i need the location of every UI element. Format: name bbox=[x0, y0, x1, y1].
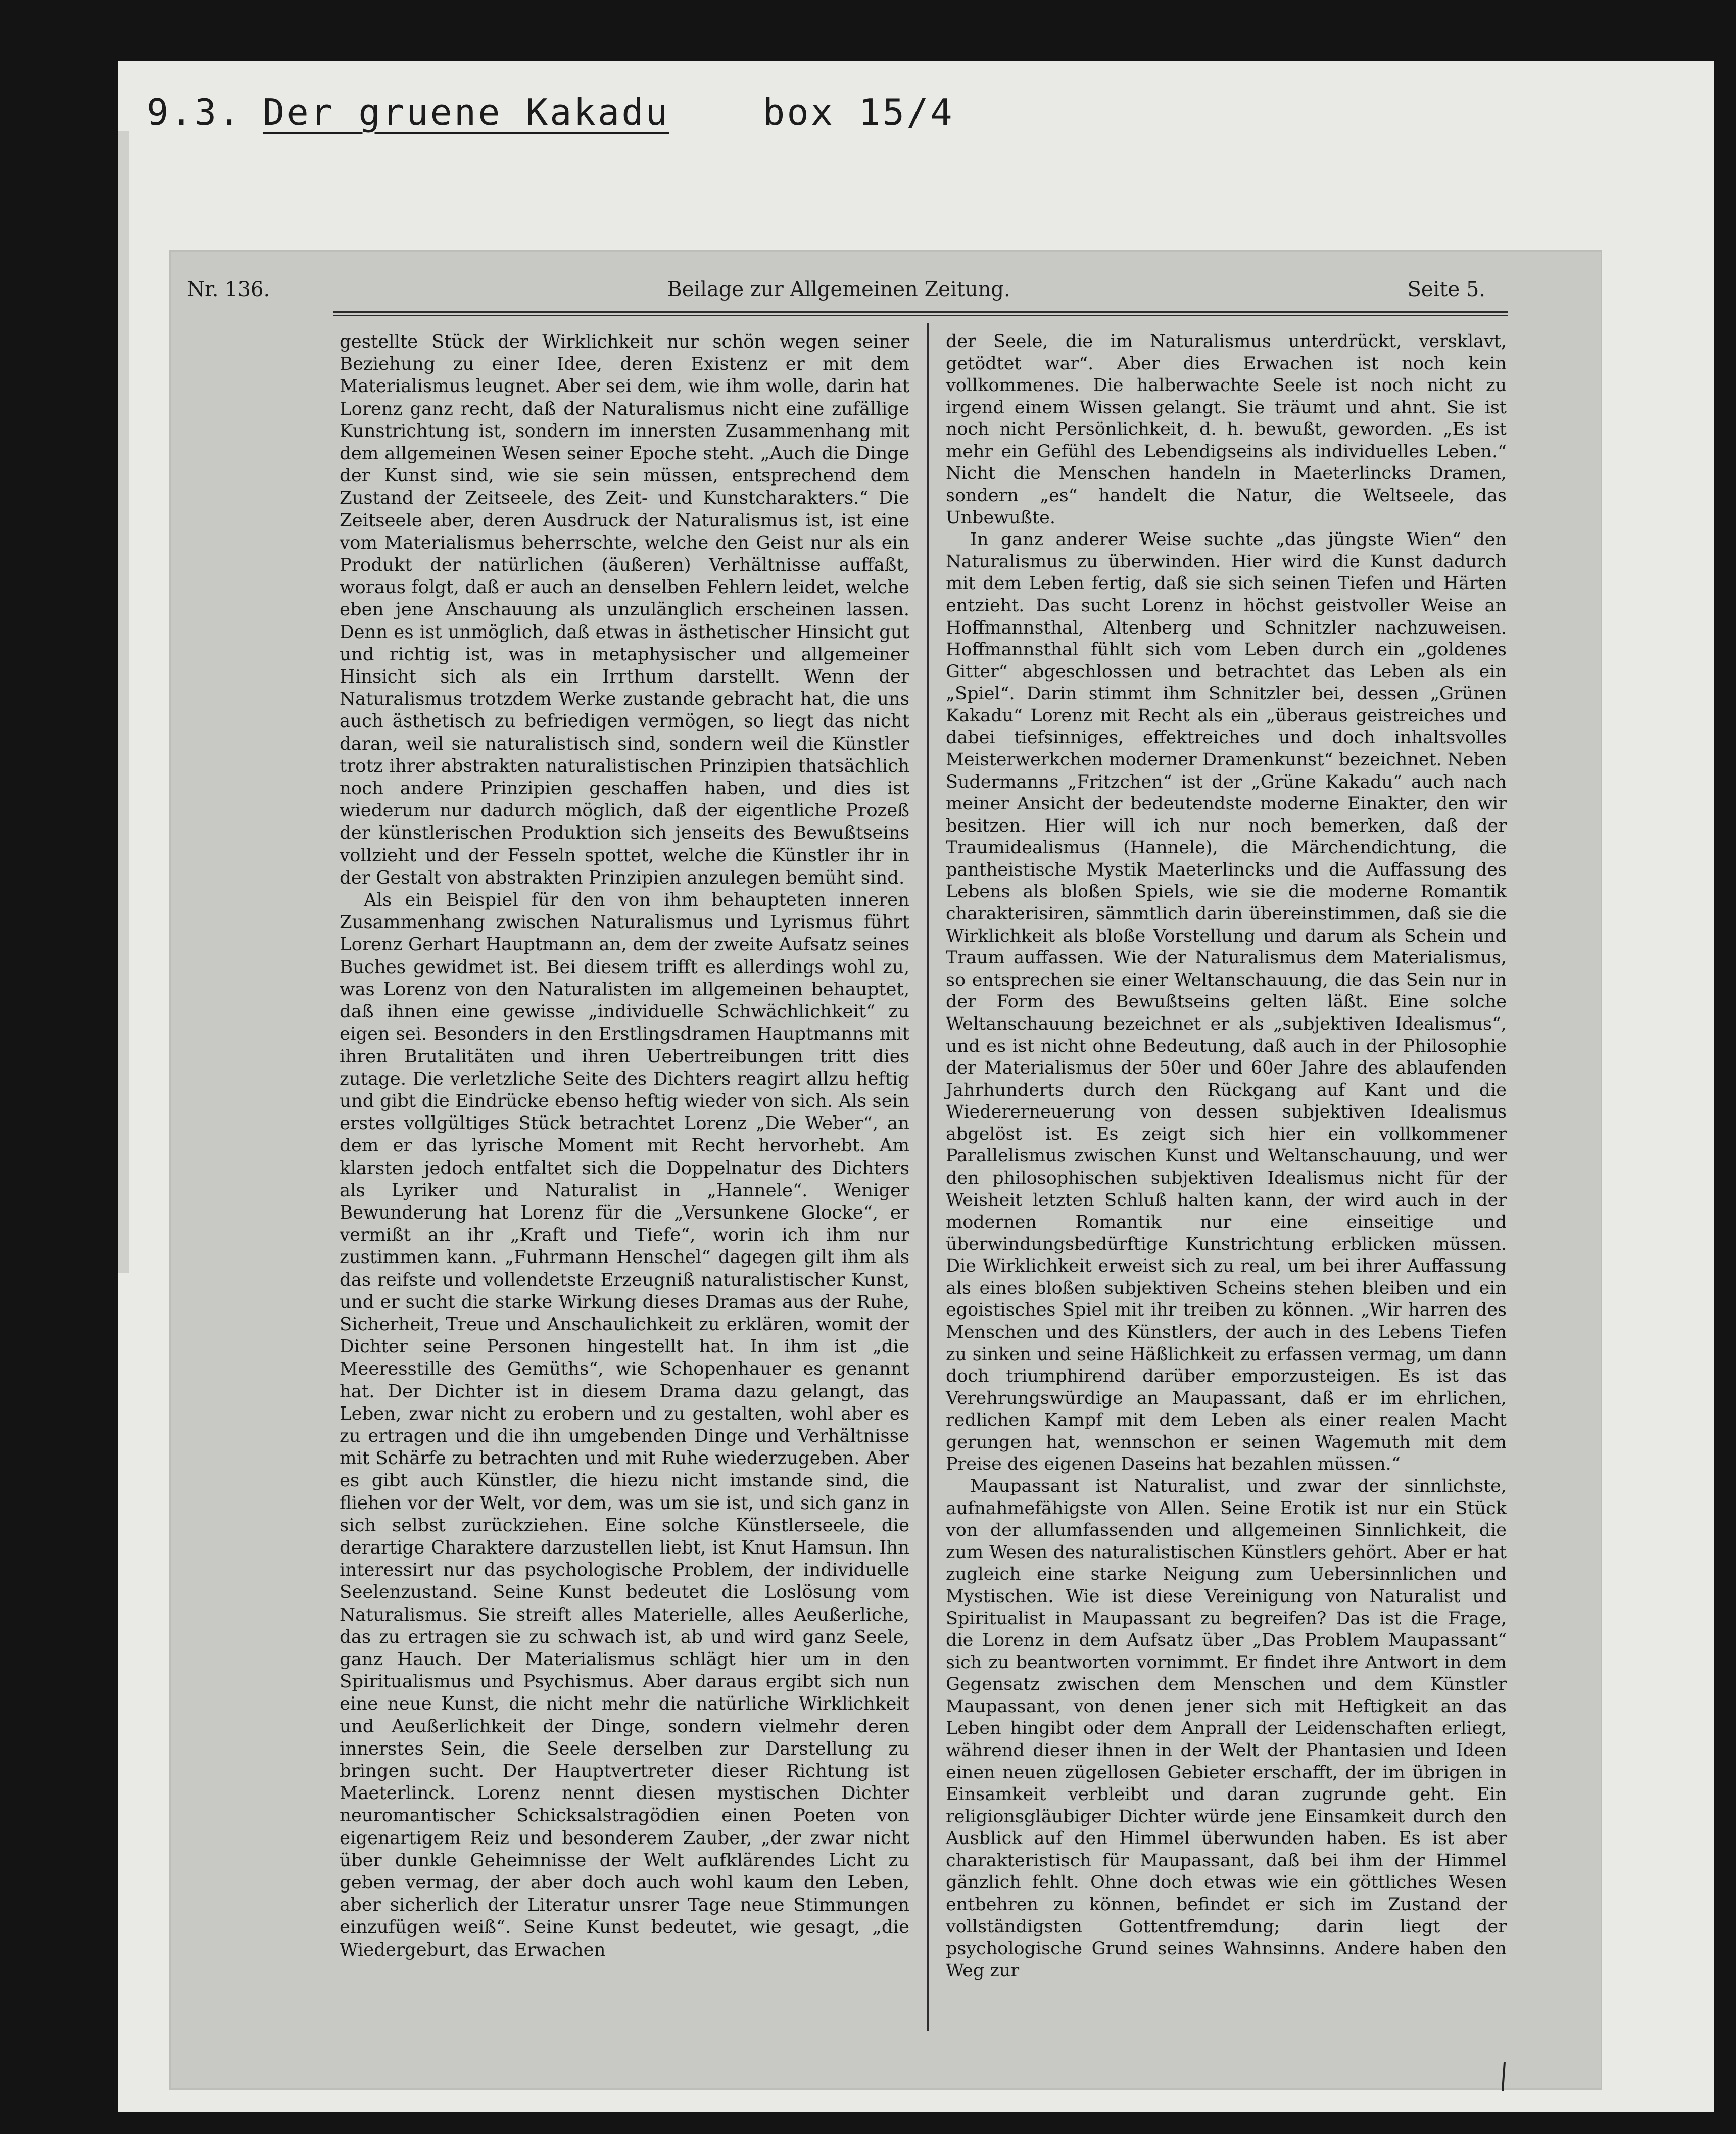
archive-label-title: Der gruene Kakadu bbox=[263, 91, 669, 133]
header-rule bbox=[333, 311, 1508, 313]
paragraph: gestellte Stück der Wirklichkeit nur schön wegen seiner Beziehung zu einer Idee, deren Existenz er mit dem Materialismus leugnet. Aber sei dem, wie ihm wolle, darin hat Lorenz ganz recht, daß der Naturalismus nicht eine zufällige Kunstrichtung ist, sondern im innersten Zusammenhang mit dem allgemeinen Wesen seiner Epoche steht. „Auch die Dinge der Kunst sind, wie sie sein müssen, entsprechend dem Zustand der Zeitseele, des Zeit- und Kunstcharakters.“ Die Zeitseele aber, deren Ausdruck der Naturalismus ist, ist eine vom Materialismus beherrschte, welche den Geist nur als ein Produkt der natürlichen (äußeren) Verhältnisse auffaßt, woraus folgt, daß er auch an denselben Fehlern leidet, welche eben jene Anschauung als unzulänglich erscheinen lassen. Denn es ist unmöglich, daß etwas in ästhetischer Hinsicht gut und richtig ist, was in metaphysischer und allgemeiner Hinsicht sich als ein Irrthum darstellt. Wenn der Naturalismus trotzdem Werke zustande gebracht hat, die uns auch ästhetisch zu befriedigen vermögen, so liegt das nicht daran, weil sie naturalistisch sind, sondern weil die Künstler trotz ihrer abstrakten naturalistischen Prinzipien thatsächlich noch andere Prinzipien geschaffen haben, und dies ist wiederum nur dadurch möglich, daß der eigentliche Prozeß der künstlerischen Produktion sich jenseits des Bewußtseins vollzieht und der Fesseln spottet, welche die Künstler ihr in der Gestalt von abstrakten Prinzipien anzulegen bemüht sind. bbox=[340, 331, 909, 888]
page-number: Seite 5. bbox=[1407, 278, 1485, 301]
archive-label bbox=[147, 91, 1026, 162]
article-column-left bbox=[340, 331, 909, 1961]
paragraph: Maupassant ist Naturalist, und zwar der sinnlichste, aufnahmefähigste von Allen. Seine Erotik ist nur ein Stück von der allumfassenden und allgemeinen Sinnlichkeit, die zum Wesen des naturalistischen Künstlers gehört. Aber er hat zugleich eine starke Neigung zum Uebersinnlichen und Mystischen. Wie ist diese Vereinigung von Naturalist und Spiritualist in Maupassant zu begreifen? Das ist die Frage, die Lorenz in dem Aufsatz über „Das Problem Maupassant“ sich zu beantworten vornimmt. Er findet ihre Antwort in dem Gegensatz zwischen dem Menschen und dem Künstler Maupassant, von denen jener sich mit Heftigkeit an das Leben hingibt oder dem Anprall der Leidenschaften erliegt, während dieser ihnen in der Welt der Phantasien und Ideen einen neuen zügellosen Gebieter erschafft, der im übrigen in Einsamkeit verbleibt und daran zugrunde geht. Ein religionsgläubiger Dichter würde jene Einsamkeit durch den Ausblick auf den Himmel überwunden haben. Es ist aber charakteristisch für Maupassant, daß bei ihm der Himmel gänzlich fehlt. Ohne doch etwas wie ein göttliches Wesen entbehren zu können, befindet er sich im Zustand der vollständigsten Gottentfremdung; darin liegt der psychologische Grund seines Wahnsinns. Andere haben den Weg zur bbox=[946, 1476, 1507, 1981]
header-rule-thin bbox=[333, 315, 1508, 316]
paragraph: In ganz anderer Weise suchte „das jüngste Wien“ den Naturalismus zu überwinden. Hier wird die Kunst dadurch mit dem Leben fertig, daß sie sich seinen Tiefen und Härten entzieht. Das sucht Lorenz in höchst geistvoller Weise an Hoffmannsthal, Altenberg und Schnitzler nachzuweisen. Hoffmannsthal fühlt sich vom Leben durch ein „goldenes Gitter“ abgeschlossen und betrachtet das Leben als ein „Spiel“. Darin stimmt ihm Schnitzler bei, dessen „Grünen Kakadu“ Lorenz mit Recht als ein „überaus geistreiches und dabei tiefsinniges, effektreiches und doch inhaltsvolles Meisterwerkchen moderner Dramenkunst“ bezeichnet. Neben Sudermanns „Fritzchen“ ist der „Grüne Kakadu“ auch nach meiner Ansicht der bedeutendste moderne Einakter, den wir besitzen. Hier will ich nur noch bemerken, daß der Traumidealismus (Hannele), die Märchendichtung, die pantheistische Mystik Maeterlincks und die Auffassung des Lebens als bloßen Spiels, wie sie die moderne Romantik charakterisiren, sämmtlich darin übereinstimmen, daß sie die Wirklichkeit als bloße Vorstellung und darum als Schein und Traum auffassen. Wie der Naturalismus dem Materialismus, so entsprechen sie einer Weltanschauung, die das Sein nur in der Form des Bewußtseins gelten läßt. Eine solche Weltanschauung bezeichnet er als „subjektiven Idealismus“, und es ist nicht ohne Bedeutung, daß auch in der Philosophie der Materialismus der 50er und 60er Jahre des ablaufenden Jahrhunderts durch den Rückgang auf Kant und die Wiedererneuerung von dessen subjektiven Idealismus abgelöst ist. Es zeigt sich hier ein vollkommener Parallelismus zwischen Kunst und Weltanschauung, und wer den philosophischen subjektiven Idealismus nicht für der Weisheit letzten Schluß halten kann, der wird auch in der modernen Romantik nur eine einseitige und überwindungsbedürftige Kunstrichtung erblicken müssen. Die Wirklichkeit erweist sich zu real, um bei ihrer Auffassung als eines bloßen subjektiven Scheins stehen bleiben und ein egoistisches Spiel mit ihr treiben zu können. „Wir harren des Menschen und des Künstlers, der auch in des Lebens Tiefen zu sinken und seine Häßlichkeit zu erfassen vermag, um dann doch triumphirend darüber emporzusteigen. Es ist das Verehrungswürdige an Maupassant, daß er im ehrlichen, redlichen Kampf mit dem Leben als einer realen Macht gerungen hat, wennschon er seinen Wagemuth mit dem Preise des eigenen Daseins hat bezahlen müssen.“ bbox=[946, 529, 1507, 1475]
pencil-mark bbox=[1500, 2061, 1508, 2092]
archive-label-box: box 15/4 bbox=[763, 91, 954, 133]
issue-number: Nr. 136. bbox=[187, 278, 270, 301]
archive-label-id: 9.3. bbox=[147, 91, 243, 133]
newspaper-header bbox=[187, 278, 1485, 313]
paragraph: der Seele, die im Naturalismus unterdrückt, versklavt, getödtet war“. Aber dies Erwachen ist noch kein vollkommenes. Die halberwachte Seele ist noch nicht zu irgend einem Wissen gelangt. Sie träumt und ahnt. Sie ist noch nicht Persönlichkeit, d. h. bewußt, geworden. „Es ist mehr ein Gefühl des Lebendigseins als individuelles Leben.“ Nicht die Menschen handeln in Maeterlincks Dramen, sondern „es“ handelt die Natur, die Weltseele, das Unbewußte. bbox=[946, 331, 1507, 528]
article-column-right bbox=[946, 331, 1507, 1982]
card-edge bbox=[118, 131, 129, 1273]
paragraph: Als ein Beispiel für den von ihm behaupteten inneren Zusammenhang zwischen Naturalismus und Lyrismus führt Lorenz Gerhart Hauptmann an, dem der zweite Aufsatz seines Buches gewidmet ist. Bei diesem trifft es allerdings wohl zu, was Lorenz von den Naturalisten im allgemeinen behauptet, daß ihnen eine gewisse „individuelle Schwächlichkeit“ zu eigen sei. Besonders in den Erstlingsdramen Hauptmanns mit ihren Brutalitäten und ihren Uebertreibungen tritt dies zutage. Die verletzliche Seite des Dichters reagirt allzu heftig und gibt die Eindrücke ebenso heftig wieder von sich. Als sein erstes vollgültiges Stück betrachtet Lorenz „Die Weber“, an dem er das lyrische Moment mit Recht hervorhebt. Am klarsten jedoch entfaltet sich die Doppelnatur des Dichters als Lyriker und Naturalist in „Hannele“. Weniger Bewunderung hat Lorenz für die „Versunkene Glocke“, er vermißt an ihr „Kraft und Tiefe“, worin ich ihm nur zustimmen kann. „Fuhrmann Henschel“ dagegen gilt ihm als das reifste und vollendetste Erzeugniß naturalistischer Kunst, und er sucht die starke Wirkung dieses Dramas aus der Ruhe, Sicherheit, Treue und Anschaulichkeit zu erklären, womit der Dichter seine Personen hingestellt hat. In ihm ist „die Meeresstille des Gemüths“, wie Schopenhauer es genannt hat. Der Dichter ist in diesem Drama dazu gelangt, das Leben, zwar nicht zu erobern und zu gestalten, wohl aber es zu ertragen und die ihn umgebenden Dinge und Verhältnisse mit Schärfe zu betrachten und mit Ruhe wiederzugeben. Aber es gibt auch Künstler, die hiezu nicht imstande sind, die fliehen vor der Welt, vor dem, was um sie ist, und sich ganz in sich selbst zurückziehen. Eine solche Künstlerseele, die derartige Charaktere darzustellen liebt, ist Knut Hamsun. Ihn interessirt nur das psychologische Problem, der individuelle Seelenzustand. Seine Kunst bedeutet die Loslösung vom Naturalismus. Sie streift alles Materielle, alles Aeußerliche, das zu ertragen sie zu schwach ist, ab und wird ganz Seele, ganz Hauch. Der Materialismus schlägt hier um in den Spiritualismus und Psychismus. Aber daraus ergibt sich nun eine neue Kunst, die nicht mehr die natürliche Wirklichkeit und Aeußerlichkeit der Dinge, sondern vielmehr deren innerstes Sein, die Seele derselben zur Darstellung zu bringen sucht. Der Hauptvertreter dieser Richtung ist Maeterlinck. Lorenz nennt diesen mystischen Dichter neuromantischer Schicksalstragödien einen Poeten von eigenartigem Reiz und besonderem Zauber, „der zwar nicht über dunkle Geheimnisse der Welt aufklärendes Licht zu geben vermag, der aber doch auch wohl kaum den Leben, aber sicherlich der Literatur unsrer Tage neue Stimmungen einzufügen weiß“. Seine Kunst bedeutet, wie gesagt, „die Wiedergeburt, das Erwachen bbox=[340, 890, 909, 1960]
column-divider bbox=[927, 323, 929, 2031]
newspaper-title: Beilage zur Allgemeinen Zeitung. bbox=[667, 278, 1010, 301]
